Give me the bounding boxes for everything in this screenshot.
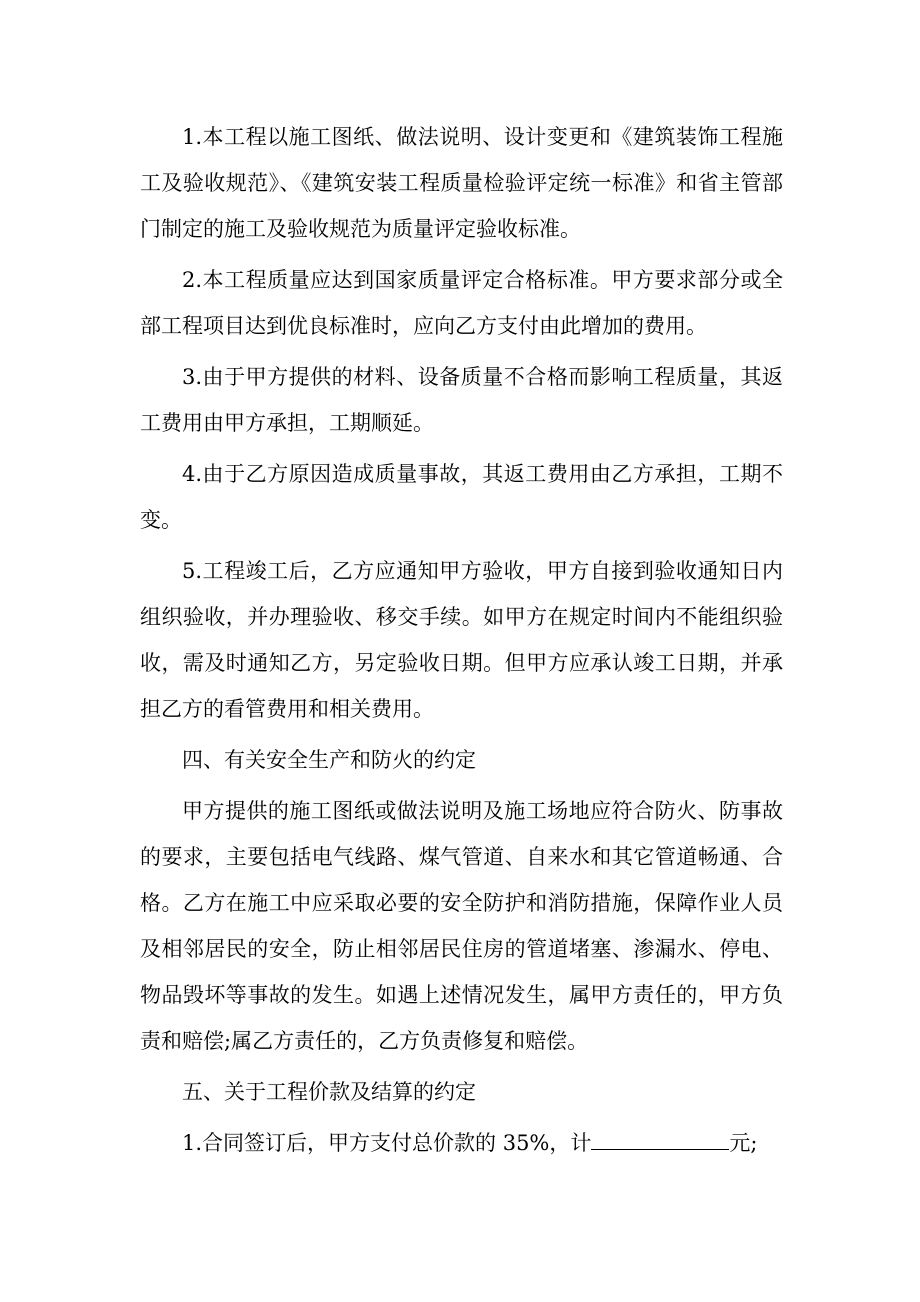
payment-clause-suffix: 元; (729, 1131, 758, 1155)
document-page (140, 114, 783, 1171)
section-5-item-1 (140, 1120, 783, 1166)
section-4-heading: 四、有关安全生产和防火的约定 (182, 748, 476, 772)
clause-5-paragraph: 5.工程竣工后，乙方应通知甲方验收，甲方自接到验收通知日内组织验收，并办理验收、移交手续。如甲方在规定时间内不能组织验收，需及时通知乙方，另定验收日期。但甲方应承认竣工日期，并承担乙方的看管费用和相关费用。 (140, 559, 783, 721)
section-5-heading: 五、关于工程价款及结算的约定 (182, 1080, 476, 1104)
clause-4-paragraph: 4.由于乙方原因造成质量事故，其返工费用由乙方承担，工期不变。 (140, 462, 783, 532)
clause-1-paragraph: 1.本工程以施工图纸、做法说明、设计变更和《建筑装饰工程施工及验收规范》、《建筑安装工程质量检验评定统一标准》和省主管部门制定的施工及验收规范为质量评定验收标准。 (140, 125, 783, 241)
amount-blank-line (591, 1127, 729, 1150)
payment-clause-prefix: 1.合同签订后，甲方支付总价款的 35%，计 (182, 1131, 592, 1155)
clause-3-paragraph: 3.由于甲方提供的材料、设备质量不合格而影响工程质量，其返工费用由甲方承担，工期顺延。 (140, 365, 783, 435)
clause-2-paragraph: 2.本工程质量应达到国家质量评定合格标准。甲方要求部分或全部工程项目达到优良标准时，应向乙方支付由此增加的费用。 (140, 268, 783, 338)
section-4-body: 甲方提供的施工图纸或做法说明及施工场地应符合防火、防事故的要求，主要包括电气线路、煤气管道、自来水和其它管道畅通、合格。乙方在施工中应采取必要的安全防护和消防措施，保障作业人员及相邻居民的安全，防止相邻居民住房的管道堵塞、渗漏水、停电、物品毁坏等事故的发生。如遇上述情况发生，属甲方责任的，甲方负责和赔偿;属乙方责任的，乙方负责修复和赔偿。 (140, 799, 783, 1053)
